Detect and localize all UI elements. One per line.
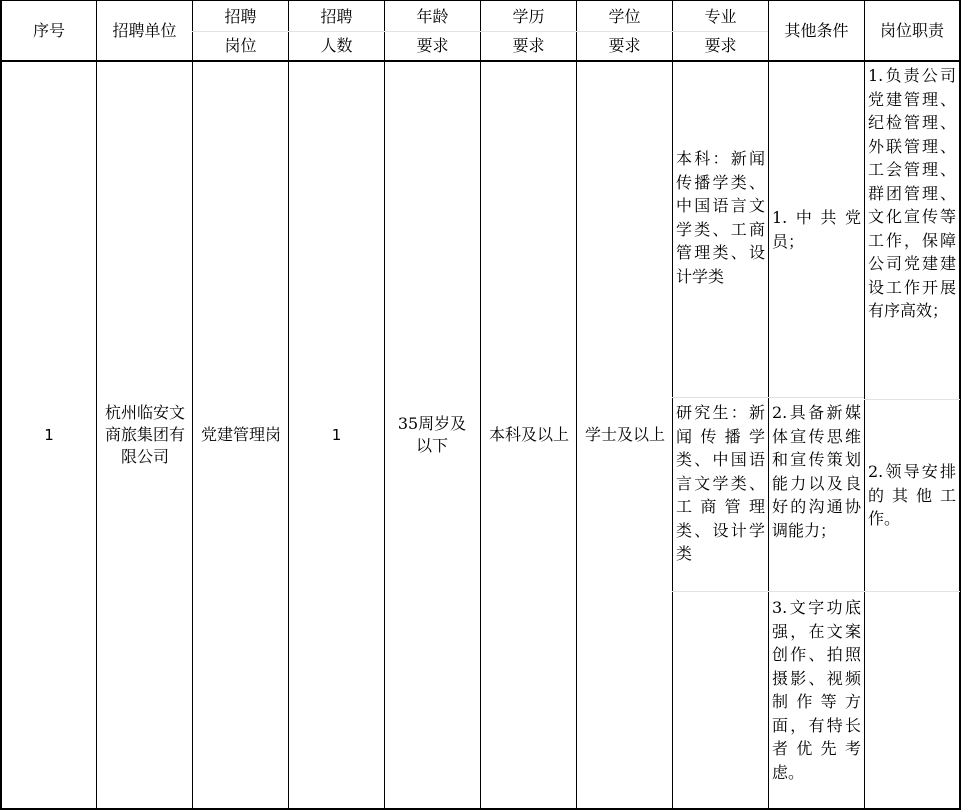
header-major-bottom: 要求 <box>704 36 737 55</box>
major-undergrad: 本科：新闻传播学类、中国语言文学类、工商管理类、设计学类 <box>676 149 765 286</box>
other-condition-3: 3.文字功底强，在文案创作、拍照摄影、视频制作等方面，有特长者优先考虑。 <box>772 598 861 782</box>
column-divider <box>384 0 385 810</box>
row-seq: 1 <box>44 426 54 444</box>
column-divider <box>96 0 97 810</box>
row-unit: 杭州临安文商旅集团有限公司 <box>105 403 186 466</box>
major-sub-divider <box>672 591 768 592</box>
other-condition-1: 1.中共党员； <box>772 208 861 251</box>
header-count-top: 招聘 <box>320 7 353 26</box>
duty-1: 1.负责公司党建管理、纪检管理、外联管理、工会管理、群团管理、文化宣传等工作，保障公司党建建设工作开展有序高效； <box>868 66 956 320</box>
header-duty: 岗位职责 <box>879 20 944 40</box>
header-major-top: 专业 <box>704 7 737 26</box>
header-edu-top: 学历 <box>512 7 545 26</box>
column-divider <box>480 0 481 810</box>
duty-2: 2.领导安排的其他工作。 <box>868 462 956 528</box>
header-unit: 招聘单位 <box>112 20 177 40</box>
row-degree: 学士及以上 <box>584 425 665 444</box>
header-other: 其他条件 <box>784 20 849 40</box>
header-degree-top: 学位 <box>608 7 641 26</box>
header-age-top: 年龄 <box>416 7 449 26</box>
other-sub-divider <box>768 591 864 592</box>
column-divider <box>768 0 769 810</box>
header-age-bottom: 要求 <box>416 36 449 55</box>
column-divider <box>864 0 865 810</box>
duty-sub-divider <box>864 591 960 592</box>
other-condition-2: 2.具备新媒体宣传思维和宣传策划能力以及良好的沟通协调能力； <box>772 403 861 540</box>
column-divider <box>576 0 577 810</box>
header-post-top: 招聘 <box>224 7 257 26</box>
header-post-bottom: 岗位 <box>224 36 257 55</box>
row-count: 1 <box>331 426 342 444</box>
major-grad: 研究生：新闻传播学类、中国语言文学类、工商管理类、设计学类 <box>676 403 765 563</box>
row-edu: 本科及以上 <box>488 425 569 444</box>
header-seq: 序号 <box>32 20 65 40</box>
column-divider <box>672 0 673 810</box>
column-divider <box>192 0 193 810</box>
row-age: 35周岁及以下 <box>397 414 467 455</box>
header-edu-bottom: 要求 <box>512 36 545 55</box>
major-sub-divider <box>672 397 768 398</box>
duty-sub-divider <box>864 399 960 400</box>
header-degree-bottom: 要求 <box>608 36 641 55</box>
header-count-bottom: 人数 <box>320 36 353 55</box>
row-post: 党建管理岗 <box>200 425 281 444</box>
other-sub-divider <box>768 397 864 398</box>
